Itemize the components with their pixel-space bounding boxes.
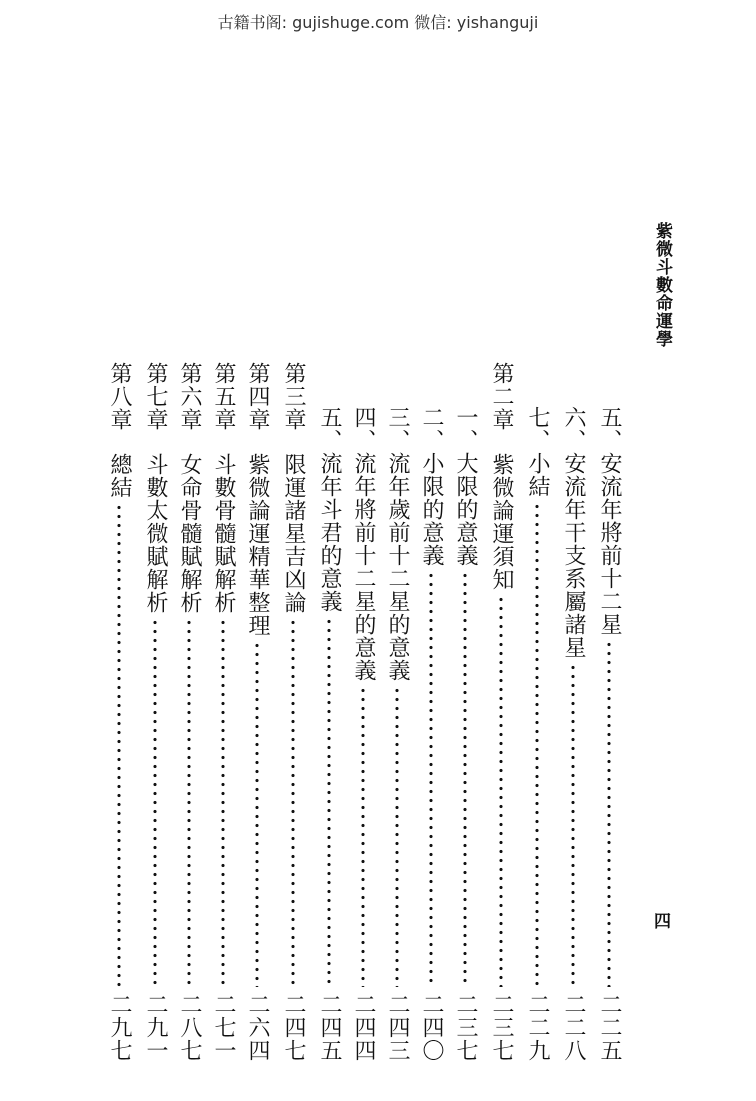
toc-entry-page: 二八七 — [177, 993, 202, 1062]
toc-entry-page: 二三七 — [489, 993, 514, 1062]
toc-entry-page: 二二八 — [561, 993, 586, 1062]
toc-entry[interactable] — [348, 362, 378, 1062]
dot-leader — [463, 571, 467, 987]
toc-entry-page: 二四〇 — [419, 993, 444, 1062]
toc-entry-title: 流年斗君的意義 — [317, 452, 342, 613]
toc-entry-title: 紫微論運須知 — [489, 453, 514, 591]
toc-chapter-entry[interactable] — [278, 362, 308, 1062]
toc-entry-title: 限運諸星吉凶論 — [281, 453, 306, 614]
dot-leader — [221, 618, 225, 987]
toc-entry[interactable] — [594, 362, 624, 1062]
toc-entry-number: 四、 — [351, 406, 376, 452]
toc-entry-title: 紫微論運精華整理 — [245, 453, 270, 637]
toc-chapter-entry[interactable] — [486, 362, 516, 1062]
book-title: 紫微斗數命運學 — [652, 222, 672, 348]
dot-leader — [117, 503, 121, 987]
toc-entry-title: 安流年將前十二星 — [597, 452, 622, 636]
dot-leader — [327, 617, 331, 987]
toc-chapter-number: 第二章 — [489, 362, 514, 431]
page-number: 四 — [650, 912, 670, 929]
toc-entry-page: 二三七 — [453, 993, 478, 1062]
toc-entry-number: 五、 — [597, 406, 622, 452]
dot-leader — [153, 618, 157, 987]
toc-entry-title: 大限的意義 — [453, 452, 478, 567]
dot-leader — [499, 595, 503, 987]
toc-entry[interactable] — [522, 362, 552, 1062]
dot-leader — [187, 618, 191, 987]
toc-entry-page: 二七一 — [211, 993, 236, 1062]
toc-entry-title: 安流年干支系屬諸星 — [561, 452, 586, 659]
toc-entry-number: 三、 — [385, 406, 410, 452]
toc-entry-title: 斗數骨髓賦解析 — [211, 453, 236, 614]
toc-entry-page: 二四七 — [281, 993, 306, 1062]
toc-entry-page: 二二五 — [597, 993, 622, 1062]
toc-entry-title: 總結 — [107, 453, 132, 499]
toc-chapter-number: 第八章 — [107, 362, 132, 431]
toc-entry-title: 小結 — [525, 452, 550, 498]
dot-leader — [255, 641, 259, 987]
toc-chapter-number: 第四章 — [245, 362, 270, 431]
dot-leader — [395, 686, 399, 987]
toc-chapter-entry[interactable] — [104, 362, 134, 1062]
toc-entry-page: 二六四 — [245, 993, 270, 1062]
dot-leader — [361, 686, 365, 987]
watermark-text: 古籍书阁: gujishuge.com 微信: yishanguji — [217, 13, 539, 32]
toc-entry-title: 斗數太微賦解析 — [143, 453, 168, 614]
toc-entry-number: 六、 — [561, 406, 586, 452]
toc-entry-number: 五、 — [317, 406, 342, 452]
toc-chapter-number: 第五章 — [211, 362, 236, 431]
toc-entry-page: 二四五 — [317, 993, 342, 1062]
toc-entry-title: 流年將前十二星的意義 — [351, 452, 376, 682]
toc-chapter-entry[interactable] — [208, 362, 238, 1062]
toc-chapter-number: 第三章 — [281, 362, 306, 431]
toc-entry[interactable] — [558, 362, 588, 1062]
toc-entry[interactable] — [382, 362, 412, 1062]
toc-entry-title: 流年歲前十二星的意義 — [385, 452, 410, 682]
toc-entry-page: 二九一 — [143, 993, 168, 1062]
toc-entry[interactable] — [314, 362, 344, 1062]
dot-leader — [429, 571, 433, 987]
toc-entry-number: 七、 — [525, 406, 550, 452]
toc-entry-number: 一、 — [453, 406, 478, 452]
dot-leader — [291, 618, 295, 987]
toc-entry[interactable] — [450, 362, 480, 1062]
toc-entry-title: 小限的意義 — [419, 452, 444, 567]
dot-leader — [607, 640, 611, 987]
toc-chapter-number: 第七章 — [143, 362, 168, 431]
toc-entry-title: 女命骨髓賦解析 — [177, 453, 202, 614]
toc-chapter-number: 第六章 — [177, 362, 202, 431]
toc-chapter-entry[interactable] — [174, 362, 204, 1062]
toc-entry-page: 二二九 — [525, 993, 550, 1062]
dot-leader — [535, 502, 539, 987]
toc-entry[interactable] — [416, 362, 446, 1062]
toc-entry-page: 二九七 — [107, 993, 132, 1062]
table-of-contents — [102, 362, 642, 1062]
toc-entry-number: 二、 — [419, 406, 444, 452]
toc-entry-page: 二四三 — [385, 993, 410, 1062]
dot-leader — [571, 663, 575, 987]
toc-chapter-entry[interactable] — [242, 362, 272, 1062]
toc-chapter-entry[interactable] — [140, 362, 170, 1062]
toc-entry-page: 二四四 — [351, 993, 376, 1062]
